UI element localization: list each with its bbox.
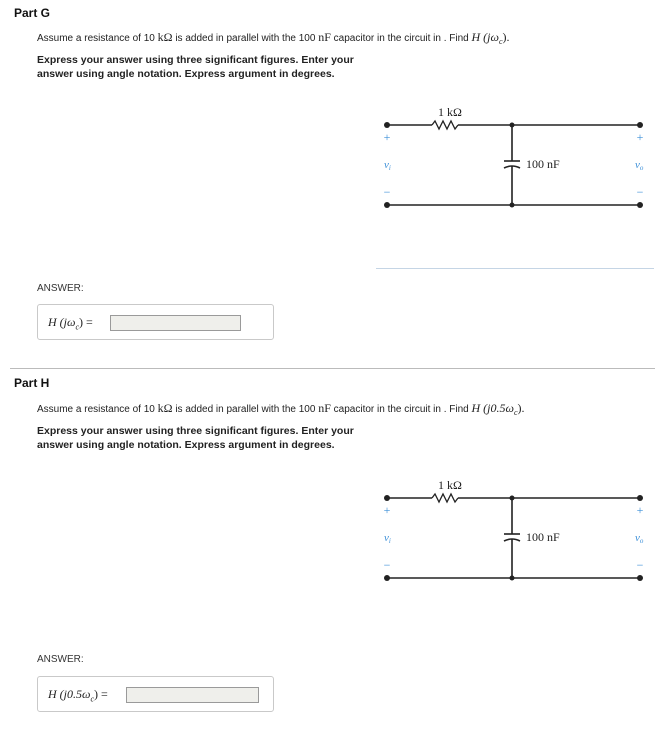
output-minus-sign: −	[636, 185, 644, 199]
junction-dot	[510, 576, 515, 581]
junction-dot	[510, 123, 515, 128]
terminal-dot	[384, 122, 390, 128]
prompt-subscript: c	[498, 37, 503, 46]
prompt-subscript: c	[513, 408, 518, 417]
part-h-title: Part H	[14, 376, 50, 390]
output-minus-sign: −	[636, 558, 644, 572]
part-g-answer-input[interactable]	[110, 315, 241, 331]
part-g-answer-box	[37, 304, 274, 340]
divider	[376, 268, 654, 269]
capacitor-label: 100 nF	[526, 157, 560, 171]
part-h-answer-box	[37, 676, 274, 712]
prompt-unit: nF	[318, 401, 331, 415]
input-voltage-label: vi	[384, 532, 391, 545]
prompt-expression: H (jω	[471, 30, 499, 44]
prompt-unit: kΩ	[157, 401, 173, 415]
terminal-dot	[384, 202, 390, 208]
input-plus-sign: +	[383, 130, 391, 144]
input-minus-sign: −	[383, 185, 391, 199]
part-g-prompt	[37, 30, 510, 46]
junction-dot	[510, 203, 515, 208]
prompt-text: is added in parallel with the 100	[172, 404, 319, 415]
prompt-end: ).	[517, 401, 525, 415]
part-g-answer-label: ANSWER:	[37, 283, 84, 294]
output-plus-sign: +	[636, 130, 644, 144]
terminal-dot	[637, 495, 643, 501]
part-h-circuit-diagram	[370, 473, 660, 588]
terminal-dot	[384, 575, 390, 581]
part-g-title: Part G	[14, 6, 51, 20]
terminal-dot	[637, 202, 643, 208]
part-g-answer-expression: H $(j\omega_c)$ =	[48, 315, 93, 332]
prompt-text: is added in parallel with the 100	[172, 33, 319, 44]
prompt-unit: kΩ	[157, 30, 173, 44]
input-minus-sign: −	[383, 558, 391, 572]
part-g-circuit-diagram	[370, 100, 660, 215]
output-plus-sign: +	[636, 503, 644, 517]
capacitor-label: 100 nF	[526, 530, 560, 544]
part-h-answer-input[interactable]	[126, 687, 259, 703]
output-voltage-label: vo	[635, 532, 644, 545]
terminal-dot	[637, 122, 643, 128]
junction-dot	[510, 496, 515, 501]
prompt-end: ).	[502, 30, 510, 44]
section-divider	[10, 368, 655, 369]
part-g-instructions: Express your answer using three significant figures. Enter your answer using angle notation. Express argument in degrees.	[37, 54, 354, 80]
resistor-symbol	[432, 121, 458, 129]
part-h-answer-expression: H $(j0.5\omega_c)$ =	[48, 687, 108, 704]
part-h-prompt	[37, 401, 525, 417]
output-voltage-label: vo	[635, 159, 644, 172]
prompt-text: capacitor in the circuit in . Find	[330, 404, 472, 415]
prompt-text: capacitor in the circuit in . Find	[330, 33, 472, 44]
resistor-symbol	[432, 494, 458, 502]
prompt-text: Assume a resistance of 10	[37, 404, 158, 415]
prompt-unit: nF	[318, 30, 331, 44]
terminal-dot	[637, 575, 643, 581]
resistor-label: 1 kΩ	[438, 478, 462, 492]
terminal-dot	[384, 495, 390, 501]
prompt-text: Assume a resistance of 10	[37, 33, 158, 44]
resistor-label: 1 kΩ	[438, 105, 462, 119]
input-voltage-label: vi	[384, 159, 391, 172]
prompt-expression: H (j0.5ω	[471, 401, 514, 415]
part-h-answer-label: ANSWER:	[37, 654, 84, 665]
part-h-instructions: Express your answer using three significant figures. Enter your answer using angle notation. Express argument in degrees.	[37, 425, 354, 451]
input-plus-sign: +	[383, 503, 391, 517]
